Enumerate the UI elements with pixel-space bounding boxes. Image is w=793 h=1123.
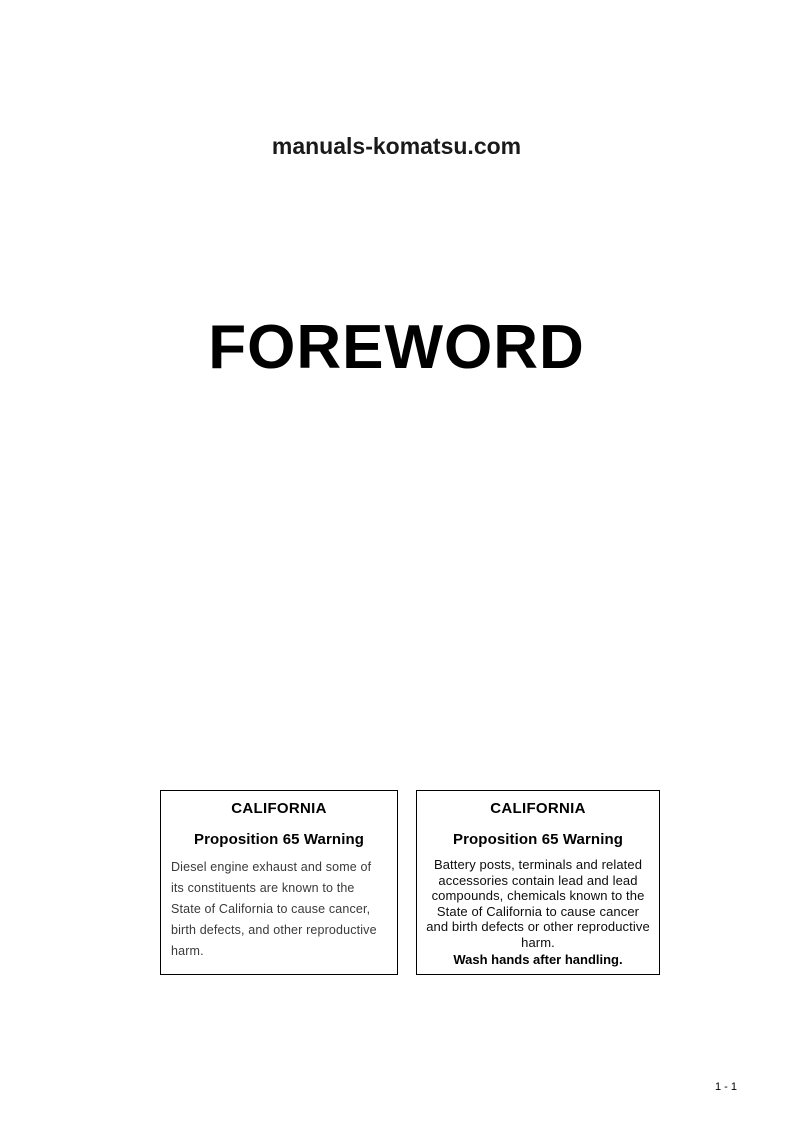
warning-heading: Proposition 65 Warning	[194, 831, 364, 848]
site-watermark: manuals-komatsu.com	[271, 133, 522, 159]
warning-body-text: Diesel engine exhaust and some of its constituents are known to the State of California to cause cancer, birth defects, and other reproductive harm.	[171, 860, 377, 958]
proposition-65-warning-left	[160, 790, 398, 975]
proposition-65-warning-right	[416, 790, 660, 975]
page-title: FOREWORD	[208, 313, 585, 382]
warning-emphasis-text: Wash hands after handling.	[453, 952, 623, 967]
warning-body-text: Battery posts, terminals and related accessories contain lead and lead compounds, chemicals known to the State of California to cause cancer and birth defects or other reproductive harm.	[426, 857, 650, 950]
warning-state-label: CALIFORNIA	[231, 800, 327, 817]
warning-labels-group	[160, 790, 660, 980]
warning-heading: Proposition 65 Warning	[453, 831, 623, 848]
page-number: 1 - 1	[714, 1081, 737, 1093]
warning-state-label: CALIFORNIA	[490, 800, 586, 817]
